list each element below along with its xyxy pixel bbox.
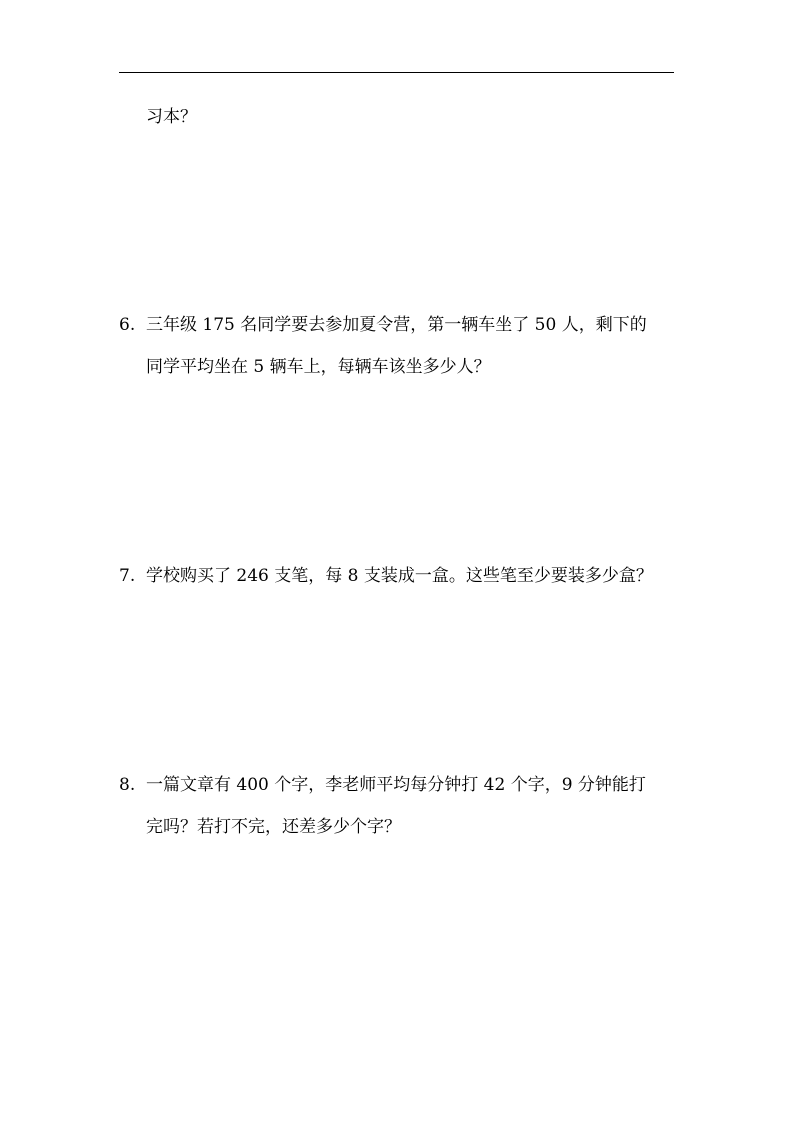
question-number: 7. [119,566,136,586]
question-number: 8. [119,775,136,795]
question-text-line: 一篇文章有 400 个字，李老师平均每分钟打 42 个字，9 分钟能打 [146,775,646,795]
question-text-line: 三年级 175 名同学要去参加夏令营，第一辆车坐了 50 人，剩下的 [146,315,647,335]
continuation-text: 习本？ [146,107,197,127]
question-number: 6. [119,315,136,335]
header-rule [119,72,674,73]
question-text-line: 学校购买了 246 支笔，每 8 支装成一盒。这些笔至少要装多少盒？ [146,566,653,586]
question-text-line: 同学平均坐在 5 辆车上，每辆车该坐多少人？ [146,357,491,377]
question-text-line: 完吗？若打不完，还差多少个字？ [146,817,401,837]
